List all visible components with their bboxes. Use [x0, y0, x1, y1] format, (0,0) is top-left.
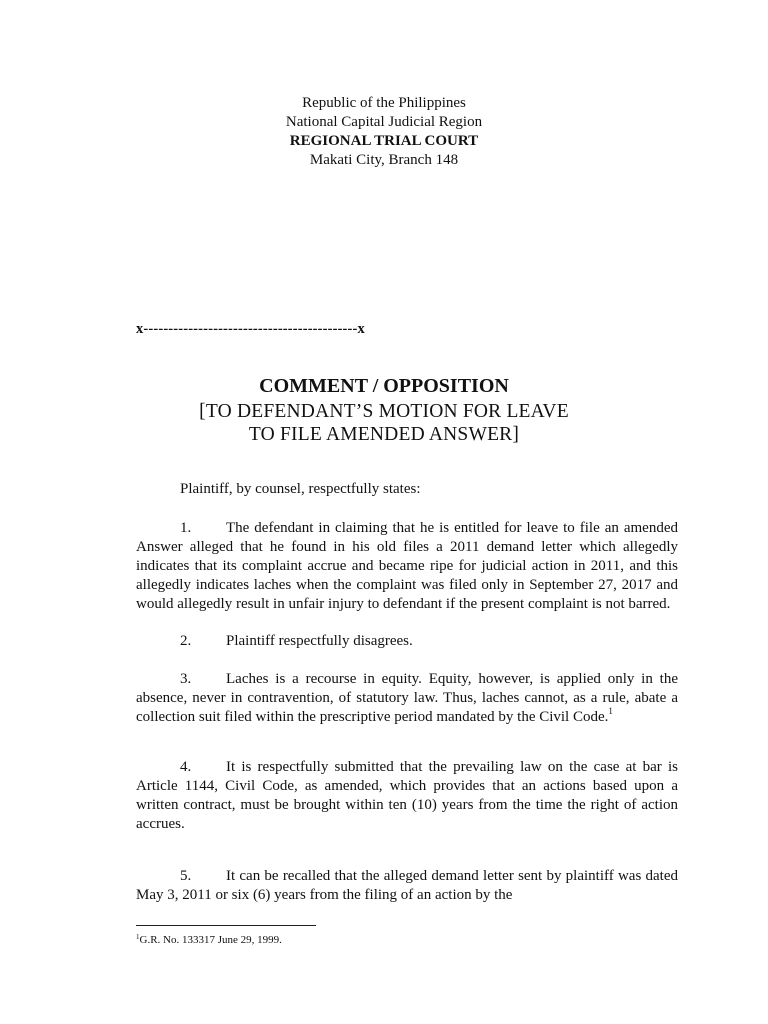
caption-court: REGIONAL TRIAL COURT [289, 133, 479, 149]
document-body [136, 480, 678, 905]
footnote-reference: 1 [608, 706, 613, 716]
paragraph-text: It can be recalled that the alleged demand letter sent by plaintiff was dated May 3, 2011 or six (6) years from the filing of an action by the [136, 868, 678, 903]
paragraph-4 [136, 758, 678, 834]
case-separator: x-------------------------------------------x [136, 321, 365, 337]
paragraph-text: It is respectfully submitted that the prevailing law on the case at bar is Article 1144, Civil Code, as amended, which provides that an actions based upon a written contract, must be brought within ten (10) years from the time the right of action accrues. [136, 759, 678, 832]
caption-region: National Capital Judicial Region [285, 114, 483, 130]
paragraph-number: 1. [180, 520, 192, 536]
paragraph-2 [136, 632, 678, 651]
footnote [136, 933, 282, 947]
document-subtitle [0, 400, 768, 446]
paragraph-1 [136, 519, 678, 614]
caption-location: Makati City, Branch 148 [309, 152, 459, 168]
footnote-divider [136, 925, 316, 926]
footnote-marker: 1 [136, 933, 140, 941]
paragraph-text: Laches is a recourse in equity. Equity, however, is applied only in the absence, never in contravention, of statutory law. Thus, laches cannot, as a rule, abate a collection suit filed within the prescriptive period mandated by the Civil Code. [136, 671, 678, 725]
intro-paragraph: Plaintiff, by counsel, respectfully states: [180, 481, 421, 497]
subtitle-line-2: TO FILE AMENDED ANSWER] [248, 424, 520, 445]
court-caption [0, 94, 768, 170]
paragraph-number: 3. [180, 671, 192, 687]
paragraph-number: 5. [180, 868, 192, 884]
paragraph-3 [136, 670, 678, 727]
paragraph-text: The defendant in claiming that he is entitled for leave to file an amended Answer alleged that he found in his old files a 2011 demand letter which allegedly indicates that its complaint accrue and became ripe for judicial action in 2011, and this allegedly indicates laches when the complaint was filed only in September 27, 2017 and would allegedly result in unfair injury to defendant if the present complaint is not barred. [136, 520, 678, 612]
caption-republic: Republic of the Philippines [302, 95, 466, 111]
paragraph-number: 4. [180, 759, 192, 775]
paragraph-text: Plaintiff respectfully disagrees. [226, 633, 413, 649]
paragraph-number: 2. [180, 633, 192, 649]
subtitle-line-1: [TO DEFENDANT’S MOTION FOR LEAVE [199, 401, 569, 422]
paragraph-5 [136, 867, 678, 905]
document-title: COMMENT / OPPOSITION [259, 375, 509, 397]
footnote-text: G.R. No. 133317 June 29, 1999. [139, 934, 282, 946]
